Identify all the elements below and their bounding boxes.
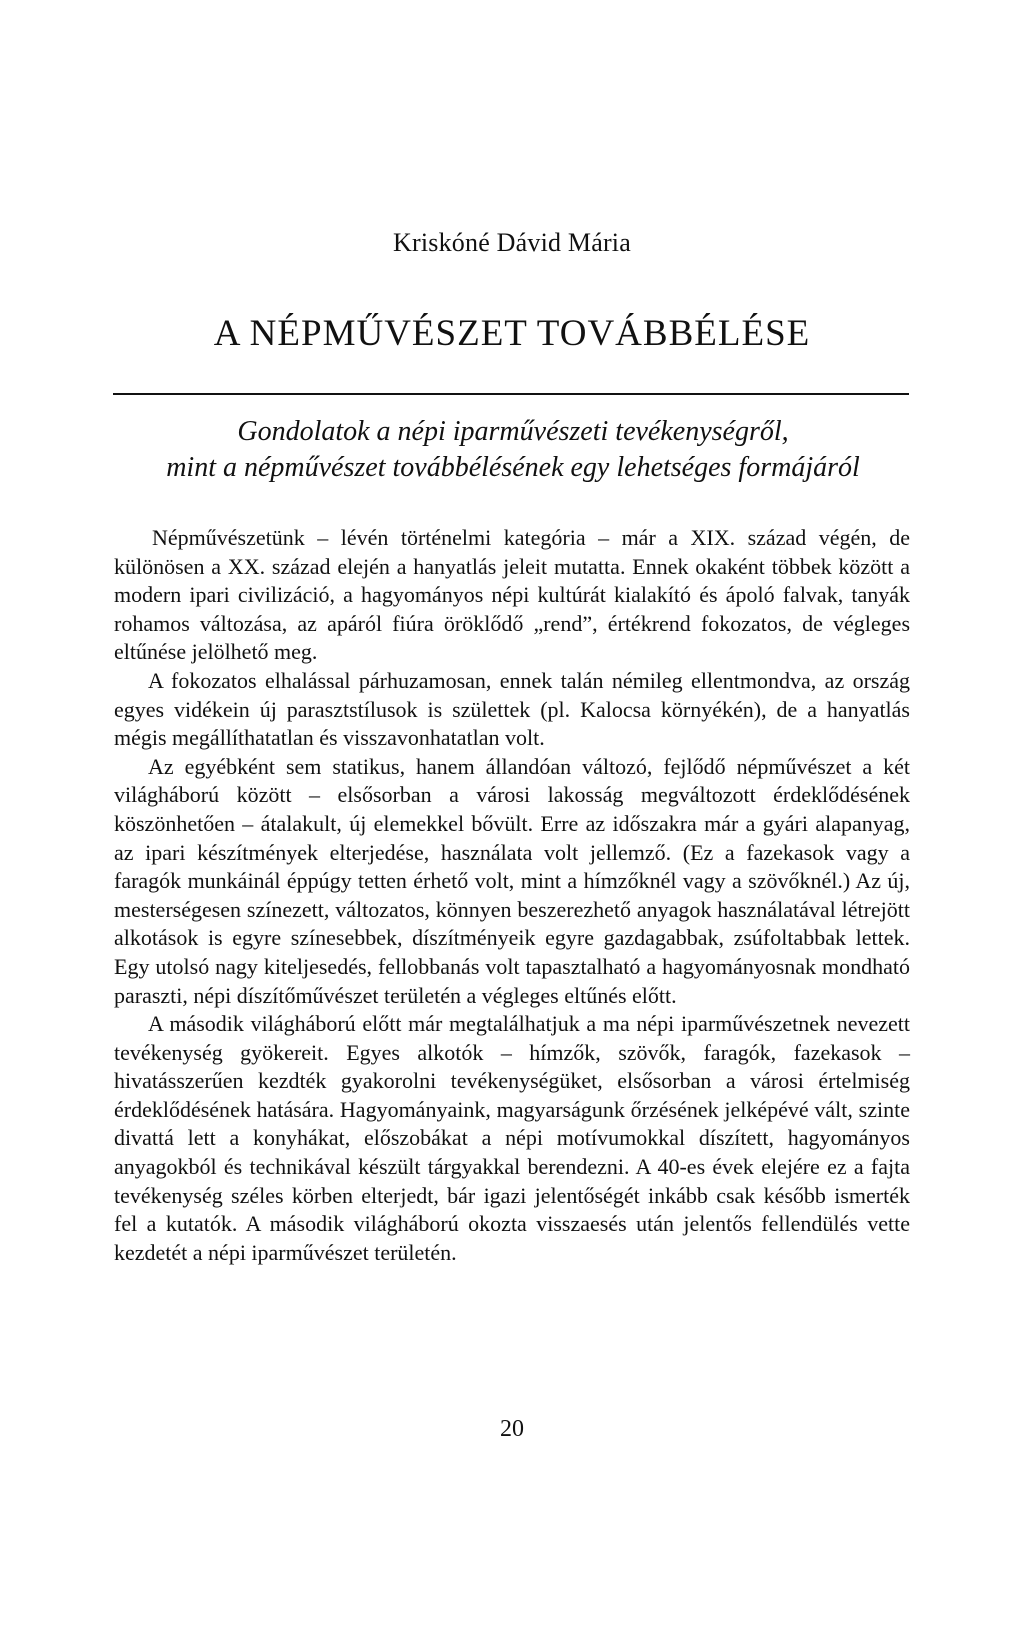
body-paragraph-2: A fokozatos elhalással párhuzamosan, ennek talán némileg ellentmondva, az ország egyes vidékein új parasztstílusok is születtek (pl. Kalocsa környékén), de a hanyatlás mégis megállíthatatlan és visszavonhatatlan volt. [114,667,910,751]
page-number: 20 [500,1416,524,1442]
article-body [114,524,910,1267]
author-name: Kriskóné Dávid Mária [393,228,631,257]
article-subtitle [110,414,916,486]
title-divider [113,393,909,395]
subtitle-line-2: mint a népművészet továbbélésének egy lehetséges formájáról [166,452,860,483]
article-title: A NÉPMŰVÉSZET TOVÁBBÉLÉSE [213,313,811,354]
subtitle-line-1: Gondolatok a népi iparművészeti tevékenységről, [237,416,789,447]
body-paragraph-4: A második világháború előtt már megtalálhatjuk a ma népi iparművészetnek nevezett tevékenység gyökereit. Egyes alkotók – hímzők, szövők, faragók, fazekasok – hivatásszerűen kezdték gyakorolni tevékenységüket, elsősorban a városi értelmiség érdeklődésének hatására. Hagyományaink, magyarságunk őrzésének jelképévé vált, szinte divattá lett a konyhákat, előszobákat a népi motívumokkal díszített, hagyományos anyagokból és technikával készült tárgyakkal berendezni. A 40-es évek elejére ez a fajta tevékenység széles körben elterjedt, bár igazi jelentőségét inkább csak később ismerték fel a kutatók. A második világháború okozta visszaesés után jelentős fellendülés vette kezdetét a népi iparművészet területén. [114,1011,910,1265]
body-paragraph-3: Az egyébként sem statikus, hanem állandóan változó, fejlődő népművészet a két világháború között – elsősorban a városi lakosság megváltozott érdeklődésének köszönhetően – átalakult, új elemekkel bővült. Erre az időszakra már a gyári alapanyag, az ipari készítmények elterjedése, használata volt jellemző. (Ez a fazekasok vagy a faragók munkáinál éppúgy tetten érhető volt, mint a hímzőknél vagy a szövőknél.) Az új, mesterségesen színezett, változatos, könnyen beszerezhető anyagok használatával létrejött alkotások is egyre színesebbek, díszítményeik egyre gazdagabbak, zsúfoltabbak lettek. Egy utolsó nagy kiteljesedés, fellobbanás volt tapasztalható a hagyományosnak mondható paraszti, népi díszítőművészet területén a végleges eltűnés előtt. [114,753,910,1008]
body-paragraph-1: Népművészetünk – lévén történelmi kategória – már a XIX. század végén, de különösen a XX. század elején a hanyatlás jeleit mutatta. Ennek okaként többek között a modern ipari civilizáció, a hagyományos népi kultúrát kialakító és ápoló falvak, tanyák rohamos változása, az apáról fiúra öröklődő „rend”, értékrend fokozatos, de végleges eltűnése jelölhető meg. [114,525,910,665]
